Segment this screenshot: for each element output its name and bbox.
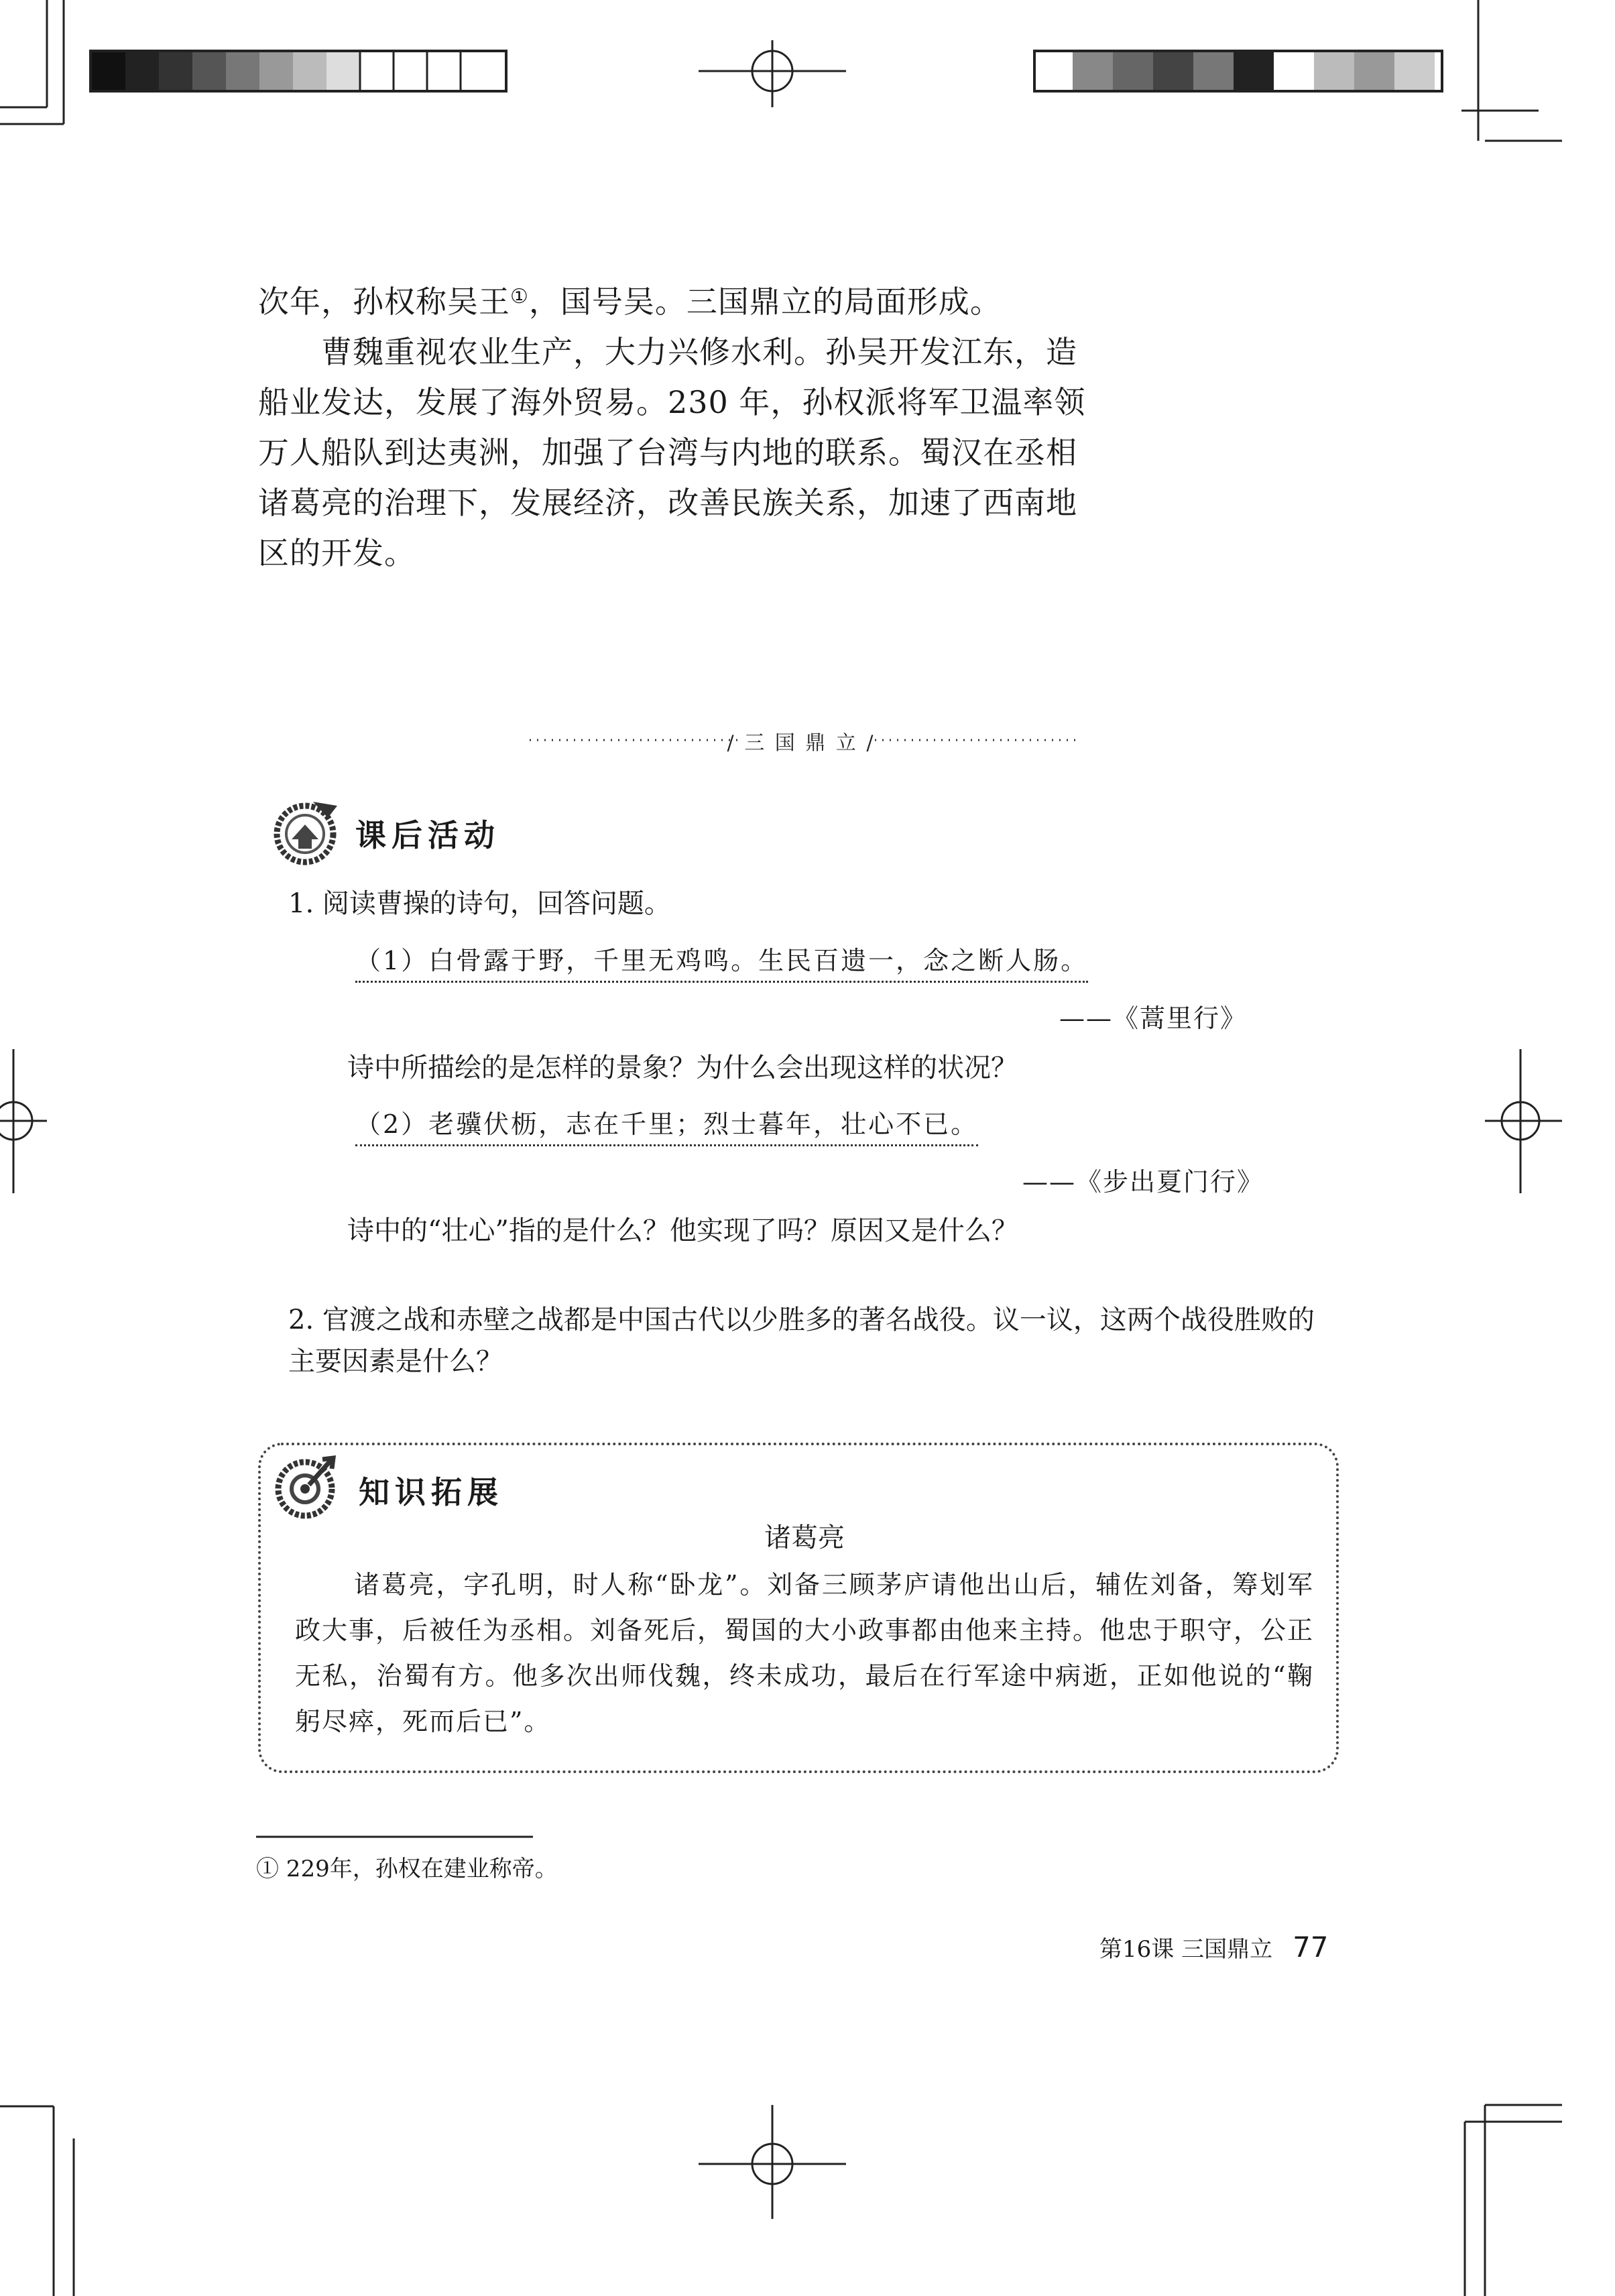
extension-title: 知识拓展 — [359, 1474, 503, 1510]
registration-mark-bottom — [699, 2105, 846, 2219]
paragraph-text: 次年，孙权称吴王 — [258, 284, 510, 320]
extension-paragraph: 诸葛亮，字孔明，时人称“卧龙”。刘备三顾茅庐请他出山后，辅佐刘备，筹划军政大事，后被任为丞相。刘备死后，蜀国的大小政事都由他来主持。他忠于职守，公正无私，治蜀有方。他多次出师伐魏，终未成功，最后在行军途中病逝，正如他说的“鞠躬尽瘁，死而后已”。 — [295, 1570, 1315, 1736]
registration-mark-left — [0, 1049, 47, 1193]
poem-1: （1）白骨露于野，千里无鸡鸣。生民百遗一，念之断人肠。 — [355, 940, 1088, 983]
footnote: ① 229年，孙权在建业称帝。 — [256, 1856, 558, 1882]
lesson-divider: / 三 国 鼎 立 / — [727, 731, 876, 755]
poem-2: （2）老骥伏枥，志在千里；烈士暮年，壮心不已。 — [355, 1103, 978, 1146]
question-2: 2. 官渡之战和赤壁之战都是中国古代以少胜多的著名战役。议一议，这两个战役胜败的主要因素是什么？ — [288, 1305, 1315, 1377]
registration-mark-right — [1485, 1049, 1562, 1193]
page-footer — [1099, 1931, 1329, 1963]
lesson-label: 第16课 三国鼎立 — [1099, 1936, 1273, 1963]
color-bar-left — [91, 51, 506, 91]
extension-body — [295, 1562, 1314, 1744]
poem-1-source: ——《蒿里行》 — [1059, 1004, 1248, 1033]
question-1-prompt: 1. 阅读曹操的诗句，回答问题。 — [288, 888, 671, 919]
question-1-part-1: 诗中所描绘的是怎样的景象？为什么会出现这样的状况？ — [347, 1052, 1018, 1083]
extension-subtitle: 诸葛亮 — [764, 1522, 845, 1553]
footnote-reference[interactable]: ① — [510, 285, 529, 308]
activities-title: 课后活动 — [355, 817, 500, 853]
paragraph-text: 曹魏重视农业生产，大力兴修水利。孙吴开发江东，造船业发达，发展了海外贸易。230 年，孙权派将军卫温率领万人船队到达夷洲，加强了台湾与内地的联系。蜀汉在丞相诸葛亮的治理下，发展经济，改善民族关系，加速了西南地区的开发。 — [258, 334, 1086, 571]
poem-2-source: ——《步出夏门行》 — [1022, 1167, 1264, 1197]
activity-icon — [272, 798, 341, 870]
registration-mark-top — [699, 40, 846, 107]
main-paragraph-2 — [258, 327, 1089, 579]
question-1-part-2: 诗中的“壮心”指的是什么？他实现了吗？原因又是什么？ — [347, 1215, 1018, 1246]
main-paragraph-1 — [258, 271, 1089, 327]
color-bar-right — [1034, 51, 1442, 91]
extension-icon — [272, 1451, 341, 1524]
main-text — [258, 271, 1089, 579]
page-number: 77 — [1293, 1931, 1329, 1963]
paragraph-text: ，国号吴。三国鼎立的局面形成。 — [528, 284, 1002, 320]
